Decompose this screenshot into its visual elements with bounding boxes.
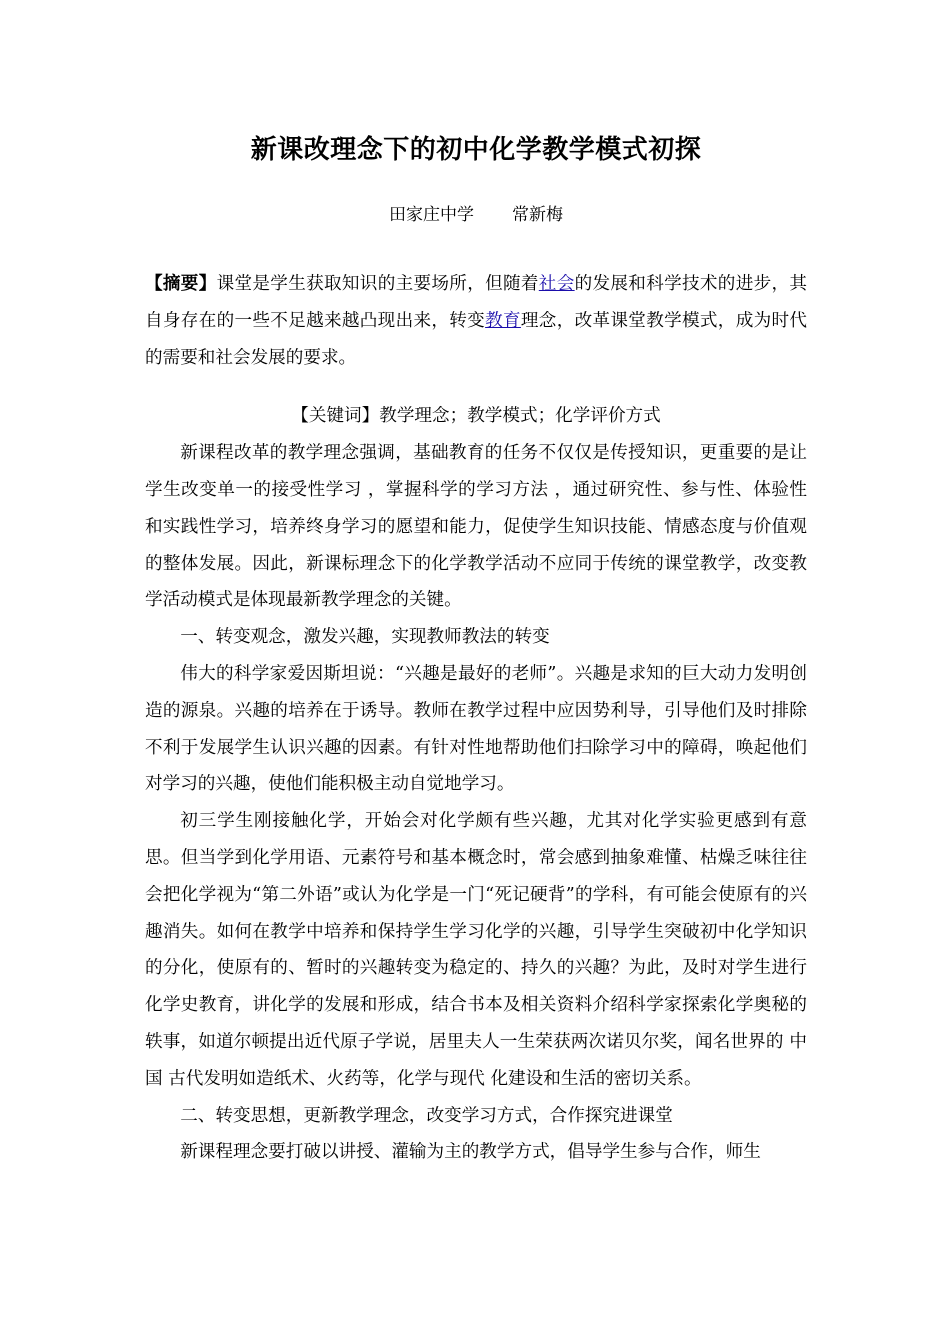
body-paragraph-interest: 伟大的科学家爱因斯坦说：“兴趣是最好的老师”。兴趣是求知的巨大动力发明创造的源泉。兴趣的培养在于诱导。教师在教学过程中应因势利导，引导他们及时排除不利于发展学生认识兴趣的因素。有针对性地帮助他们扫除学习中的障碍，唤起他们对学习的兴趣，使他们能积极主动自觉地学习。 xyxy=(145,663,807,795)
author-line xyxy=(145,200,807,230)
link-society[interactable]: 社会 xyxy=(538,274,575,294)
keywords-line: 【关键词】教学理念；教学模式；化学评价方式 xyxy=(291,406,661,427)
author-school: 田家庄中学 xyxy=(389,205,474,225)
body-paragraph-intro: 新课程改革的教学理念强调，基础教育的任务不仅仅是传授知识，更重要的是让学生改变单一的接受性学习 ，掌握科学的学习方法 ，通过研究性、参与性、体验性和实践性学习，培养终身学习的愿望和能力，促使学生知识技能、情感态度与价值观的整体发展。因此，新课标理念下的化学教学活动不应同于传统的课堂教学，改变教学活动模式是体现最新教学理念的关键。 xyxy=(145,443,807,611)
author-name: 常新梅 xyxy=(512,205,563,225)
abstract-text-1: 课堂是学生获取知识的主要场所，但随着 xyxy=(216,274,539,294)
page-title: 新课改理念下的初中化学教学模式初探 xyxy=(250,135,702,165)
body-paragraph-grade-three: 初三学生刚接触化学，开始会对化学颇有些兴趣，尤其对化学实验更感到有意思。但当学到化学用语、元素符号和基本概念时，常会感到抽象难懂、枯燥乏味往往会把化学视为“第二外语”或认为化学是一门“死记硬背”的学科，有可能会使原有的兴趣消失。如何在教学中培养和保持学生学习化学的兴趣，引导学生突破初中化学知识的分化，使原有的、暂时的兴趣转变为稳定的、持久的兴趣？为此，及时对学生进行化学史教育，讲化学的发展和形成，结合书本及相关资料介绍科学家探索化学奥秘的轶事，如道尔顿提出近代原子学说，居里夫人一生荣获两次诺贝尔奖，闻名世界的 中国 古代发明如造纸术、火药等，化学与现代 化建设和生活的密切关系。 xyxy=(145,811,807,1089)
link-education[interactable]: 教育 xyxy=(485,310,521,331)
document-content xyxy=(145,128,807,1171)
abstract-text-2: 的发展和科学技术的进步，其自身存在的一些不足越来越凸现出来，转变 xyxy=(145,274,807,331)
body-paragraph-new-curriculum: 新课程理念要打破以讲授、灌输为主的教学方式，倡导学生参与合作，师生 xyxy=(180,1142,761,1163)
section-heading-1: 一、转变观念，激发兴趣，实现教师教法的转变 xyxy=(180,627,550,648)
abstract-label: 【摘要】 xyxy=(145,273,217,294)
abstract-text-3: 理念，改革课堂教学模式，成为时代的需要和社会发展的要求。 xyxy=(145,310,807,368)
abstract-paragraph xyxy=(145,266,807,376)
section-heading-2: 二、转变思想，更新教学理念，改变学习方式，合作探究进课堂 xyxy=(180,1105,673,1126)
